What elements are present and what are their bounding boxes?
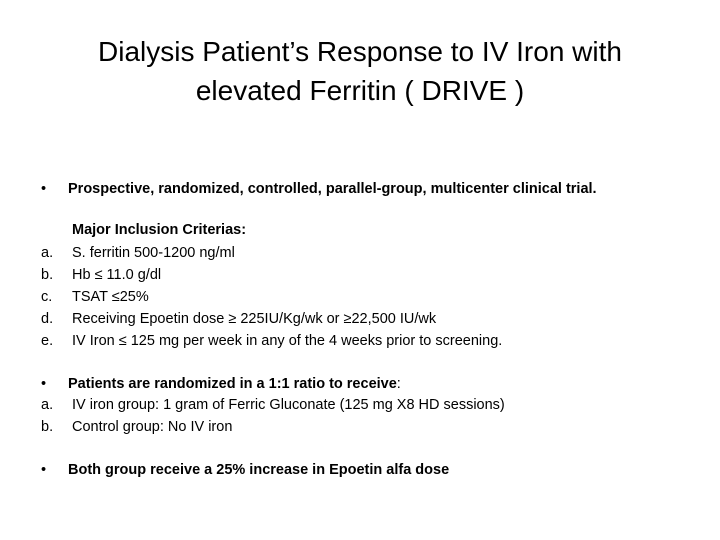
randomization-lead-text: Patients are randomized in a 1:1 ratio to receive <box>68 376 397 392</box>
criteria-item: Receiving Epoetin dose ≥ 225IU/Kg/wk or ≥22,500 IU/wk <box>72 311 437 327</box>
bullet-marker: • <box>41 181 47 197</box>
list-marker: e. <box>41 333 54 349</box>
bullet-marker: • <box>41 376 47 392</box>
group-item: Control group: No IV iron <box>72 419 233 435</box>
slide-title <box>40 32 680 110</box>
bullet-marker: • <box>41 462 47 478</box>
epoetin-increase-text: Both group receive a 25% increase in Epoetin alfa dose <box>68 462 450 478</box>
list-marker: c. <box>41 289 53 305</box>
randomization-lead <box>68 375 401 393</box>
title-line-2: elevated Ferritin ( DRIVE ) <box>195 75 525 106</box>
list-marker: d. <box>41 311 54 327</box>
list-marker: a. <box>41 397 54 413</box>
criteria-item: TSAT ≤25% <box>72 289 149 305</box>
randomization-colon: : <box>396 376 401 392</box>
list-marker: b. <box>41 419 54 435</box>
title-line-1: Dialysis Patient’s Response to IV Iron with <box>98 36 622 67</box>
list-marker: b. <box>41 267 54 283</box>
criteria-item: Hb ≤ 11.0 g/dl <box>72 267 162 283</box>
criteria-item: IV Iron ≤ 125 mg per week in any of the 4 weeks prior to screening. <box>72 333 503 349</box>
inclusion-criteria-heading: Major Inclusion Criterias: <box>72 222 247 238</box>
list-marker: a. <box>41 245 54 261</box>
criteria-item: S. ferritin 500-1200 ng/ml <box>72 245 235 261</box>
group-item: IV iron group: 1 gram of Ferric Gluconate (125 mg X8 HD sessions) <box>72 397 505 413</box>
trial-design-text: Prospective, randomized, controlled, parallel-group, multicenter clinical trial. <box>68 181 597 197</box>
